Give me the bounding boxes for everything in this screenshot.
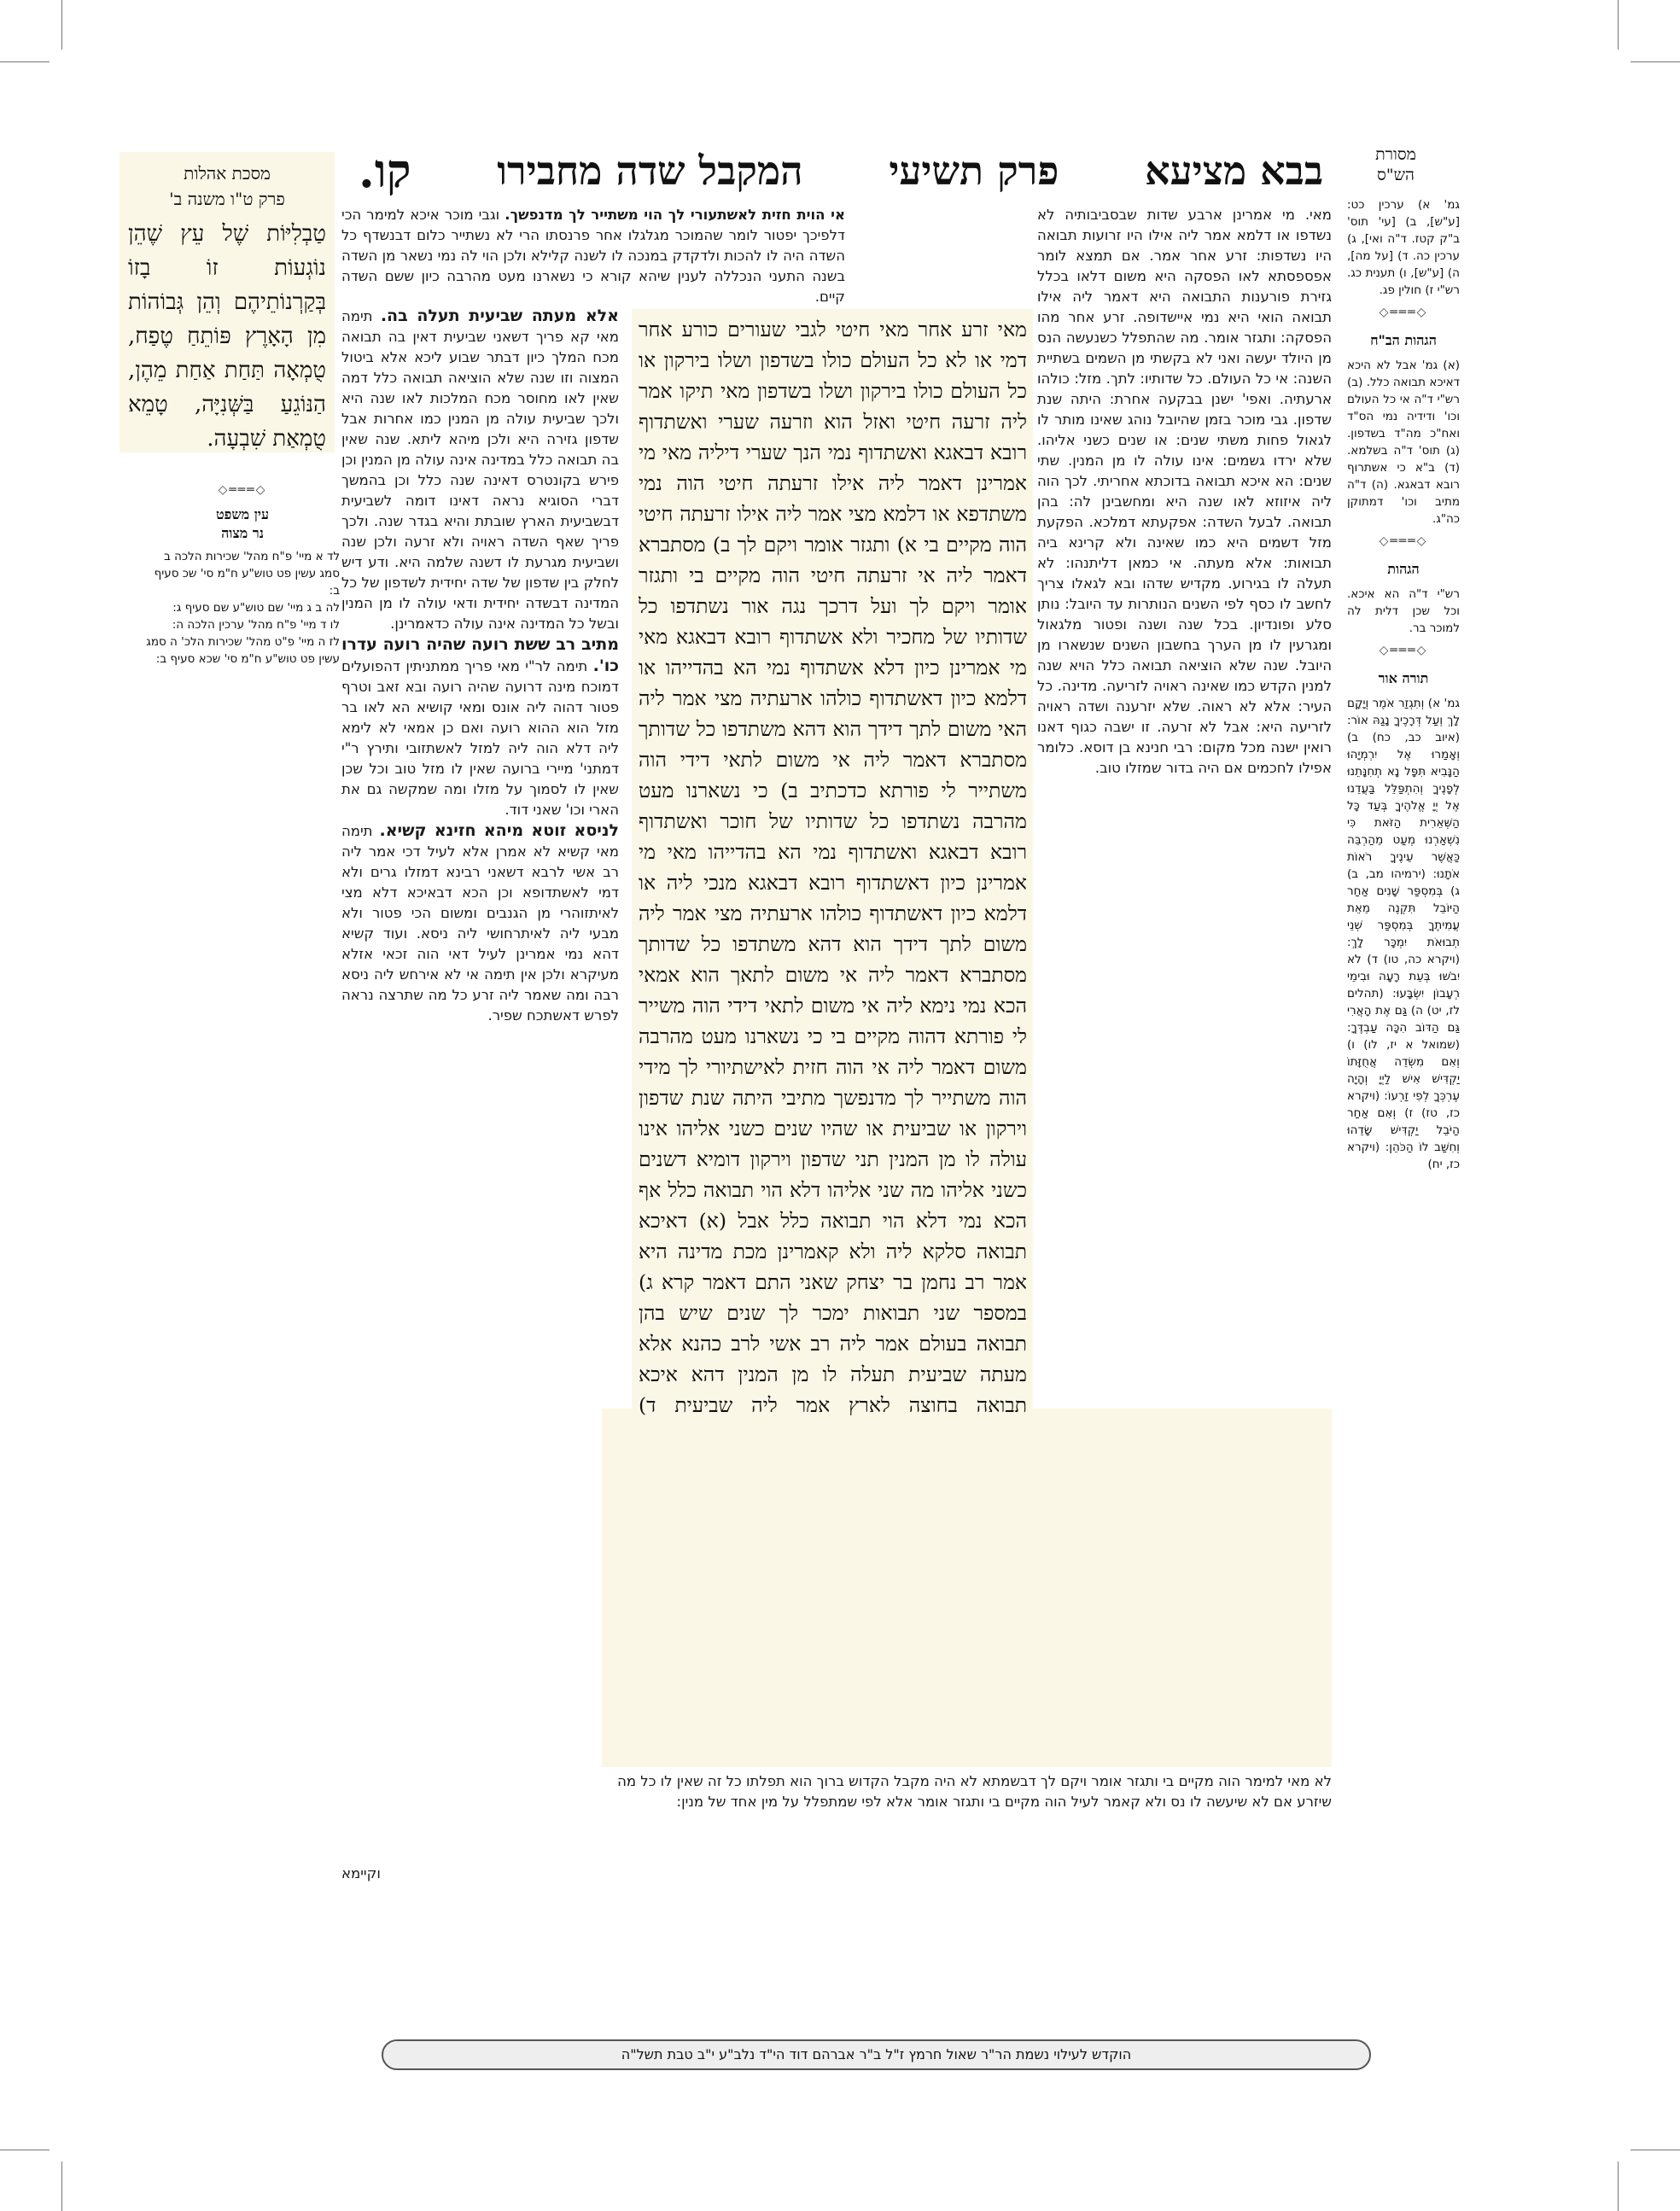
continuation-line: שיזרע אם לא שיעשה לו נס ולא קאמר לעיל הוה מקיים בי ותגזר אומר אלא לפי שמתפלל על מין אחד של מנין: [676,1794,1332,1810]
ornament: ◇═══◇ [1379,644,1428,657]
ein-mishpat-item: לד א מיי' פ"ח מהל' שכירות הלכה ב סמג עשין פט טוש"ע ח"מ סי' שכ סעיף ב: [154,550,340,598]
ornament: ◇═══◇ [1379,534,1428,548]
gemara-text [639,314,1027,1415]
mishna-box-title: מסכת אהלות [184,163,271,184]
tosafot-text: תימה מאי קא פריך דשאני שביעית דאין בה תבואה מכח המלך כיון דבתר שבוע ליכא אלא ביטול המצוה וזו שנה שלא הוציאה תבואה כלל דמה שאין לאו מחוסר מכח המלכות לאו שנה היא ולכך שביעית עולה מן המנין כמו אחרות אבל שדפון גזירה היא ולכן מיהא ליתא. שנה שאין בה תבואה כלל במדינה אינה עולה מן המנין וכן פירש בקונטרס דאינה שנה כלל וכן בהמשך דברי הסוגיא נראה דאינו דומה לשביעית דבשביעית הארץ שובתת והיא בגדר שנה. ולכך פריך שאף השדה ראויה ולא זרעה ולכן שנה ושביעית מגרעת לו דשנה שלמה היא. ודע דיש לחלק בין שדפון של שדה יחידית לשדפון של כל המדינה דבשדה יחידית ודאי עולה לו מן המנין ובשל כל המדינה אינה עולה כדאמרינן. [341,308,619,632]
crop-mark [61,2161,62,2211]
continuation-catchword [341,1864,410,1887]
tosafot-dibur-hamatchil: אי הוית חזית לאשתעורי לך הוי משתייר לך מדנפשך. [505,207,845,223]
tosafot-text: תימה לר"י מאי פריך ממתניתין דהפועלים דמוכח מינה דרועה שהיה רועה ובא זאב וטרף פטור דהוה ליה אונס ומאי קושיא הא לאו בר מזל הוא ההוא רועה ואם כן אמאי לא לימא ליה דלא הוה ליה למזל לאשתזובי ותירץ ר"י דמתני' מיירי ברועה שאין לו מזל טוב וכל שכן שאין לו לסמוך על מזלו ומה שמקשה גם את הארי וכו' שאני דוד. [341,658,619,818]
dedication-text: הוקדש לעילוי נשמת הר"ר שאול חרמץ ז"ל ב"ר אברהם דוד הי"ד נלב"ע י"ב טבת תשל"ה [621,2046,1132,2062]
catchword: וקיימא [341,1865,381,1881]
page-header [359,141,1323,201]
rashi-continuation [341,1771,1332,1823]
mesoret-column [1347,196,1460,1613]
perek-title: המקבל שדה מחבירו [497,148,803,194]
gemara-main: מאי זרע אחר מאי חיטי לגבי שעורים כורע אחר דמי או לא כל העולם כולו בשדפון ושלו בירקון או כל העולם כולו בירקון ושלו בשדפון מאי תיקו אמר ליה זרעה חיטי ואזל הוא וזרעה שערי ואשתדוף רובא דבאגא ואשתדוף נמי הנך שערי דיליה מאי מי אמרינן דאמר ליה אילו זרעתה חיטי הוה נמי משתדפא או דלמא מצי אמר ליה אילו זרעתה חיטי הוה מקיים בי א) ותגזר אומר ויקם לך ב) מסתברא דאמר ליה אי זרעתה חיטי הוה מקיים בי ותגזר אומר ויקם לך ועל דרכך נגה אור נשתדפו כל שדותיו של מחכיר ולא אשתדוף רובא דבאגא מאי מי אמרינן כיון דלא אשתדוף נמי הא בהדייהו או דלמא כיון דאשתדוף כולהו ארעתיה מצי אמר ליה האי משום לתך דידך הוא דהא משתדפו כל שדותך מסתברא דאמר ליה אי משום לתאי דידי הוה משתייר לי פורתא כדכתיב ב) כי נשארנו מעט מהרבה נשתדפו כל שדותיו של חוכר ואשתדוף רובא דבאגא ואשתדוף נמי הא בהדייהו מאי מי אמרינן כיון דאשתדוף רובא דבאגא מנכי ליה או דלמא כיון דאשתדוף כולהו ארעתיה מצי אמר ליה משום לתך דידך הוא דהא משתדפו כל שדותך מסתברא דאמר ליה אי משום לתאך הוא אמאי הכא נמי נימא ליה אי משום לתאי דידי הוה משייר לי פורתא דהוה מקיים בי כי נשארנו מעט מהרבה משום דאמר ליה אי הוה חזית לאישתיורי לך מידי הוה משתייר לך מדנפשך מתיבי היתה שנת שדפון וירקון או שביעית או שהיו שנים כשני אליהו אינו עולה לו מן המנין תני שדפון וירקון דומיא דשנים כשני אליהו מה שני אליהו דלא הוי תבואה כלל אף הכא נמי דלא הוי תבואה כלל אבל (א) דאיכא תבואה סלקא ליה ולא קאמרינן מכת מדינה היא אמר רב נחמן בר יצחק שאני התם דאמר קרא ג) במספר שני תבואות ימכר לך שנים שיש בהן תבואה בעולם אמר ליה רב אשי לרב כהנא אלא מעתה שביעית תעלה לו מן המנין דהא איכא תבואה בחוצה לארץ אמר ליה שביעית ד) [639,318,1027,1415]
perek-name: פרק תשיעי [889,148,1059,194]
crop-mark [1618,2161,1619,2211]
ein-mishpat [145,478,340,668]
hagahot-title: הגהות הב"ח [1370,332,1437,348]
ein-mishpat-item: לה ב ג מיי' שם טוש"ע שם סעיף ג: [172,601,340,615]
hagahot2-text: רש"י ד"ה הא איכא. וכל שכן דלית לה למוכר בר. [1347,587,1460,635]
crop-mark [1630,61,1680,62]
rashi-commentary [1037,205,1332,1263]
mishna-box-subtitle: פרק ט"ו משנה ב' [169,189,285,209]
ein-mishpat-title: עין משפט נר מצוה [215,506,270,541]
tosafot-dibur-hamatchil: מתיב רב ששת רועה שהיה רועה עדרו כו'. [341,635,619,675]
ornament: ◇═══◇ [218,483,267,497]
rashi-text: מאי. מי אמרינן ארבע שדות שבסביבותיה לא נשדפו או דלמא אמר ליה אילו היו זרועות תבואה היו נשדפות: זרע אחר אמר. אם תמצא לומר אפספסתא לאו הפסקה היא משום דלאו בכלל גזירת פורענות התבואה היא דאמר ליה אילו תבואה הואי היא נמי איישדופה. זרע אחר מהו הפסקה: ותגזר אומר. מה שהתפלל כשנעשה הנס מן היולד יעשה ואני לא בקשתי מן השמים בשתיית השנה: אי כל העולם. כל שדותיו: לתך. מזל: כולהו ארעתיה. ואפי' ישנן בבקעה אחרת: היתה שנת שדפון. גבי מוכר בזמן שהיובל נוהג שאינו מותר לו לגאול פחות משתי שנים: או שנים כשני אליהו. שלא ירדו גשמים: אינו עולה לו מן המנין. שתי שנים: הא איכא תבואה בדוכתא אחריתי. לכך הוה ליה איזוזא לאו שנה היא ומחשבינן לה: בהן תבואה. לבעל השדה: אפקעתא דמלכא. הפקעת מזל דשמים היא כמו שאינה ולא קרינא ביה תבואות: אלא מעתה. אי כמאן דליתנהו: לא תעלה לו בגירוע. מקדיש שדהו ובא לגאלו צריך לחשב לו כסף לפי השנים הנותרות עד היובל: נותן סלע ופונדיון. בכל שנה ושנה ופטור מלגאול ומגרעין לו מן הערך בחשבון השנים שנשארו מן היובל. שנה שלא הוציאה תבואה כלל הויא שנה למנין הקדש כמו שאינה ראויה לזריעה. מדינה. כל העיר: אלא לא ראוה. שלא יזרענה ושדה ראויה לזריעה היא: אבל לא זרעה. זו ישבה כגוף דאנו רואין ישנה מכל מקום: רבי חנינא בן דוסא. כלומר אפילו לחכמים אם היה בדור שמזלו טוב. [1037,207,1332,776]
tosafot-commentary [341,306,619,1808]
mesoret-heading: מסורת הש"ס [1375,145,1416,184]
continuation-line: לא מאי למימר הוה מקיים בי ותגזר אומר ויקם לך דבשמתא לא היה מקבל הקדוש ברוך הוא תפלתו כל זה שאין לו כל מה [617,1773,1332,1789]
daf-number: קו. [359,143,411,198]
crop-mark [61,0,62,50]
mishna-box [120,152,335,452]
torah-or-title: תורה אור [1378,670,1429,686]
tosafot-text: וגבי מוכר איכא למימר הכי דלפיכך יפטור לומר שהמוכר מגלגלו אחר פרנסתו הרי לא נשתייר כלום דבנשדף כל השדה היה לו להכות ולדקדק במנכה לו לשנה קלילא ולכן הוי לה נמי נשאר מן השדה בשנה התעני הנכללה לענין שיהא קורא כי נשארנו מעט מהרבה כיון ששם השדה קיים. [341,207,845,305]
torah-or-text: גמ' א) וְתִגְזַר אֹמֶר וְיָקָם לָךְ וְעַל דְּרָכֶיךָ נָגַהּ אוֹר: (איוב כב, כח) ב) וְאָמַרוּ אֶל יִרְמְיָהוּ הַנָּבִיא תִּפָּל נָא תְחִנָּתֵנוּ לְפָנֶיךָ וְהִתְפַּלֵּל בַּעֲדֵנוּ אֶל יְיָ אֱלֹהֶיךָ בְּעַד כָּל הַשְּׁאֵרִית הַזֹּאת כִּי נִשְׁאַרְנוּ מְעַט מֵהַרְבֵּה כַּאֲשֶׁר עֵינֶיךָ רֹאוֹת אֹתָנוּ: (ירמיהו מב, ב) ג) בְּמִסְפַּר שָׁנִים אַחַר הַיּוֹבֵל תִּקְנֶה מֵאֵת עֲמִיתֶךָ בְּמִסְפַּר שְׁנֵי תְבוּאֹת יִמְכָּר לָךְ: (ויקרא כה, טו) ד) לֹא יִבֹשׁוּ בְּעֵת רָעָה וּבִימֵי רְעָבוֹן יִשְׂבָּעוּ: (תהלים לז, יט) ה) גַּם אֶת הָאֲרִי גַּם הַדּוֹב הִכָּה עַבְדֶּךָ: (שמואל א יז, לו) ו) וְאִם מִשְּׂדֵה אֲחֻזָּתוֹ יַקְדִּישׁ אִישׁ לַיְיָ וְהָיָה עֶרְכְּךָ לְפִי זַרְעוֹ: (ויקרא כז, טז) ז) וְאִם אַחַר הַיֹּבֵל יַקְדִּישׁ שָׂדֵהוּ וְחִשַּׁב לוֹ הַכֹּהֵן: (ויקרא כז, יח) [1347,697,1460,1171]
hagahot-text: (א) גמ' אבל לא היכא דאיכא תבואה כלל. (ב) רש"י ד"ה אי כל העולם וכו' ודידיה נמי הס"ד ואח"כ מה"ד בשדפון. (ג) תוס' ד"ה בשלמא. (ד) ב"א כי אשתרוף רובא דבאגא. (ה) ד"ה מתיב וכו' דמתוקן כה"ג. [1347,359,1460,526]
tosafot-text: תימה מאי קשיא לא אמרן אלא לעיל דכי אמר ליה רב אשי לרבא דשאני רבינא דמזלו גרים ולא דמי לאשתדופא וכן הכא דבאיכא דלא מצי לאיתזוהרי מן הגנבים ומשום הכי פטור ולא מבעי ליה לאיתרחושי ליה ניסא. ועוד קשיא דהא נמי אמרינן לעיל דאי הוה זכאי אזלא מעיקרא ולכן אין תימה אי לא אירחש ליה ניסא רבה ומה שאמר ליה זרע כל מה שתרצה נראה לפרש דאשתכח שפיר. [341,823,619,1024]
mesoret-refs: גמ' א) ערכין כט: [ע"ש], ב) [עי' תוס' ב"ק קטז. ד"ה ואי], ג) ערכין כה. ד) [על מה], ה) [ע"ש], ו) תענית כג. רש"י ז) חולין פג. [1347,198,1460,297]
dedication-footer [382,2039,1371,2070]
hagahot2-title: הגהות [1387,561,1420,577]
ornament: ◇═══◇ [1379,306,1428,319]
ein-mishpat-item: לז ה מיי' פ"ט מהל' שכירות הלכ' ה סמג עשין פט טוש"ע ח"מ סי' שכא סעיף ב: [146,635,340,666]
gemara-highlight [602,1409,1332,1767]
tosafot-dibur-hamatchil: לניסא זוטא מיהא חזינא קשיא. [379,821,619,840]
tosafot-top [341,205,845,306]
crop-mark [0,61,50,62]
ein-mishpat-item: לו ד מיי' פ"ח מהל' ערכין הלכה ה: [172,618,340,632]
tosafot-dibur-hamatchil: אלא מעתה שביעית תעלה בה. [380,306,619,325]
mishna-box-text: טַבְלִיּוֹת שֶׁל עֵץ שֶׁהֵן נוֹגְעוֹת זוֹ בָזוֹ בְּקַרְנוֹתֵיהֶם וְהֵן גְּבוֹהוֹת מִן הָאָרֶץ פּוֹתֵחַ טֶפַח, טֻמְאָה תַּחַת אַחַת מֵהֶן, הַנּוֹגֵעַ בַּשְּׁנִיָּה, טָמֵא טֻמְאַת שִׁבְעָה. [128,221,326,452]
masechet-name: בבא מציעא [1145,148,1323,194]
crop-mark [1618,0,1619,50]
